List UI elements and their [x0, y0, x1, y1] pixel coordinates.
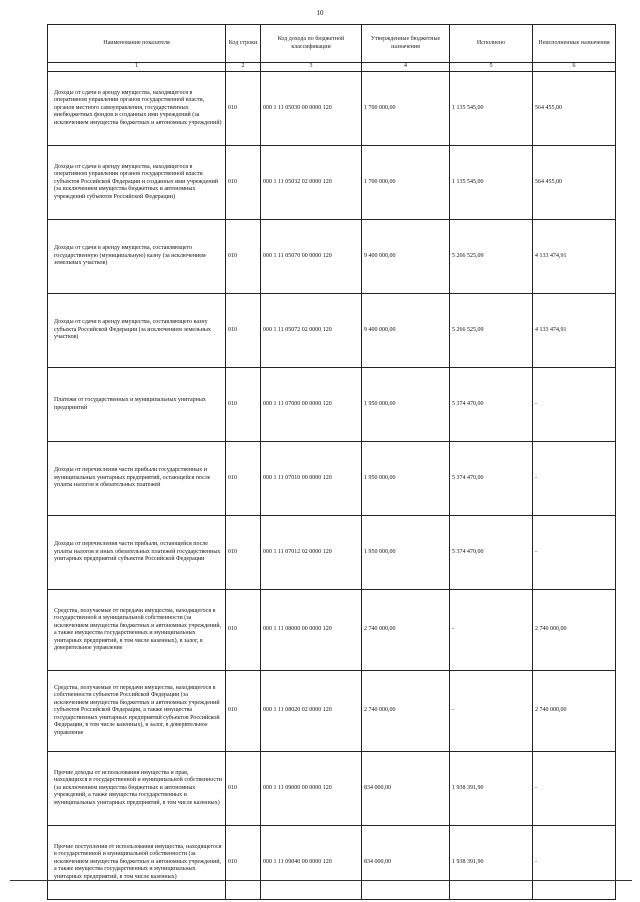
approved-amount: 1 700 000,00: [362, 72, 450, 146]
table-row: [48, 752, 616, 826]
header-unexecuted: Неисполненные назначения: [533, 25, 616, 63]
income-code: 000 1 11 07012 02 0000 120: [261, 516, 362, 590]
approved-amount: 2 740 000,00: [362, 590, 450, 671]
unexecuted-amount: -: [533, 516, 616, 590]
column-number-row: [48, 63, 616, 72]
indicator-name: Средства, получаемые от передачи имущества, находящегося в собственности субъектов Российской Федерации (за исключением имущества бюджетных и автономных учреждений субъектов Российской Федерации, а также имущества государственных унитарных предприятий субъектов Российской Федерации, в том числе казенных), в залог, в доверительное управление: [48, 671, 226, 752]
unexecuted-amount: -: [533, 826, 616, 900]
indicator-name: Доходы от сдачи в аренду имущества, находящегося в оперативном управлении органов государственной власти субъектов Российской Федерации и созданных ими учреждений (за исключением имущества бюджетных и автономных учреждений субъектов Российской Федерации): [48, 146, 226, 220]
line-code: 010: [226, 72, 261, 146]
approved-amount: 834 000,00: [362, 826, 450, 900]
unexecuted-amount: 4 133 474,91: [533, 220, 616, 294]
unexecuted-amount: 4 133 474,91: [533, 294, 616, 368]
approved-amount: 9 400 000,00: [362, 294, 450, 368]
line-code: 010: [226, 442, 261, 516]
approved-amount: 2 740 000,00: [362, 671, 450, 752]
indicator-name: Доходы от сдачи в аренду имущества, составляющего казну субъекта Российской Федерации (за исключением земельных участков): [48, 294, 226, 368]
executed-amount: 5 266 525,09: [450, 220, 533, 294]
indicator-name: Доходы от сдачи в аренду имущества, составляющего государственную (муниципальную) казну (за исключением земельных участков): [48, 220, 226, 294]
column-number: 3: [261, 63, 362, 72]
indicator-name: Платежи от государственных и муниципальных унитарных предприятий: [48, 368, 226, 442]
column-number: 4: [362, 63, 450, 72]
approved-amount: 1 950 000,00: [362, 516, 450, 590]
page-number: 10: [316, 9, 324, 17]
table-row: [48, 671, 616, 752]
indicator-name: Прочие поступления от использования имущества, находящегося в государственной и муниципальной собственности (за исключением имущества бюджетных и автономных учреждений, а также имущества государственных и муниципальных унитарных предприятий, в том числе казенных): [48, 826, 226, 900]
executed-amount: 1 135 545,00: [450, 72, 533, 146]
executed-amount: 5 374 470,00: [450, 368, 533, 442]
indicator-name: Доходы от перечисления части прибыли государственных и муниципальных унитарных предприятий, остающейся после уплаты налогов и обязательных платежей: [48, 442, 226, 516]
header-approved: Утвержденные бюджетные назначения: [362, 25, 450, 63]
income-code: 000 1 11 07000 00 0000 120: [261, 368, 362, 442]
header-indicator-name: Наименование показателя: [48, 25, 226, 63]
unexecuted-amount: -: [533, 752, 616, 826]
executed-amount: 1 135 545,00: [450, 146, 533, 220]
page-bottom-rule: [10, 880, 632, 881]
income-code: 000 1 11 08000 00 0000 120: [261, 590, 362, 671]
approved-amount: 9 400 000,00: [362, 220, 450, 294]
income-code: 000 1 11 09000 00 0000 120: [261, 752, 362, 826]
table-row: [48, 294, 616, 368]
approved-amount: 1 950 000,00: [362, 442, 450, 516]
line-code: 010: [226, 752, 261, 826]
income-code: 000 1 11 08020 02 0000 120: [261, 671, 362, 752]
income-code: 000 1 11 05070 00 0000 120: [261, 220, 362, 294]
line-code: 010: [226, 671, 261, 752]
executed-amount: -: [450, 590, 533, 671]
table-header: [48, 25, 616, 72]
report-table: [47, 24, 616, 900]
table-row: [48, 368, 616, 442]
indicator-name: Прочие доходы от использования имущества и прав, находящихся в государственной и муниципальной собственности (за исключением имущества бюджетных и автономных учреждений, а также имущества государственных и муниципальных унитарных предприятий, в том числе казенных): [48, 752, 226, 826]
unexecuted-amount: -: [533, 442, 616, 516]
unexecuted-amount: 564 455,00: [533, 146, 616, 220]
table-row: [48, 590, 616, 671]
executed-amount: 1 938 391,90: [450, 752, 533, 826]
income-code: 000 1 11 05032 02 0000 120: [261, 146, 362, 220]
approved-amount: 1 950 000,00: [362, 368, 450, 442]
table-row: [48, 72, 616, 146]
table-row: [48, 826, 616, 900]
column-number: 6: [533, 63, 616, 72]
executed-amount: 5 266 525,09: [450, 294, 533, 368]
line-code: 010: [226, 220, 261, 294]
column-number: 5: [450, 63, 533, 72]
approved-amount: 1 700 000,00: [362, 146, 450, 220]
header-executed: Исполнено: [450, 25, 533, 63]
table-row: [48, 220, 616, 294]
income-code: 000 1 11 07010 00 0000 120: [261, 442, 362, 516]
line-code: 010: [226, 294, 261, 368]
table-body: [48, 72, 616, 900]
line-code: 010: [226, 368, 261, 442]
indicator-name: Доходы от перечисления части прибыли, остающейся после уплаты налогов и иных обязательных платежей государственных унитарных предприятий субъектов Российской Федерации: [48, 516, 226, 590]
line-code: 010: [226, 146, 261, 220]
executed-amount: 5 374 470,00: [450, 516, 533, 590]
table-row: [48, 146, 616, 220]
line-code: 010: [226, 516, 261, 590]
unexecuted-amount: 2 740 000,00: [533, 590, 616, 671]
column-number: 1: [48, 63, 226, 72]
header-income-code: Код дохода по бюджетной классификации: [261, 25, 362, 63]
table-row: [48, 442, 616, 516]
income-code: 000 1 11 05072 02 0000 120: [261, 294, 362, 368]
executed-amount: 1 938 391,90: [450, 826, 533, 900]
income-code: 000 1 11 09040 00 0000 120: [261, 826, 362, 900]
line-code: 010: [226, 590, 261, 671]
approved-amount: 834 000,00: [362, 752, 450, 826]
header-line-code: Код строки: [226, 25, 261, 63]
executed-amount: 5 374 470,00: [450, 442, 533, 516]
indicator-name: Доходы от сдачи в аренду имущества, находящегося в оперативном управлении органов государственной власти, органов местного самоуправления, государственных внебюджетных фондов и созданных ими учреждений (за исключением имущества бюджетных и автономных учреждений): [48, 72, 226, 146]
income-code: 000 1 11 05030 00 0000 120: [261, 72, 362, 146]
column-number: 2: [226, 63, 261, 72]
executed-amount: -: [450, 671, 533, 752]
line-code: 010: [226, 826, 261, 900]
unexecuted-amount: 2 740 000,00: [533, 671, 616, 752]
table-row: [48, 516, 616, 590]
unexecuted-amount: 564 455,00: [533, 72, 616, 146]
unexecuted-amount: -: [533, 368, 616, 442]
indicator-name: Средства, получаемые от передачи имущества, находящегося в государственной и муниципальной собственности (за исключением имущества бюджетных и автономных учреждений, а также имущества государственных и муниципальных унитарных предприятий, в том числе казенных), в залог, в доверительное управление: [48, 590, 226, 671]
